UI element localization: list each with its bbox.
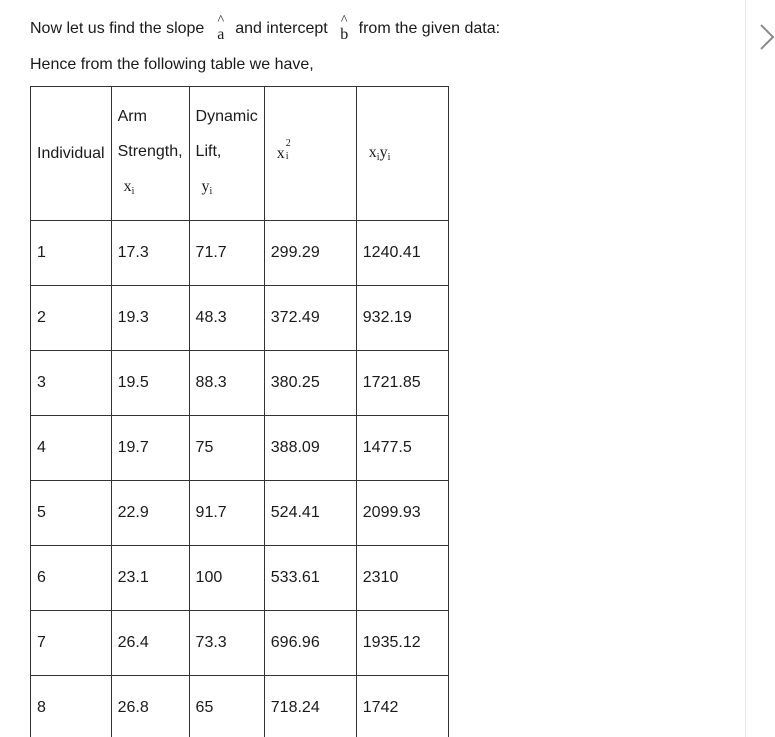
table-row [31, 481, 449, 546]
cell-xy: 1935.12 [356, 611, 448, 676]
cell-arm-strength: 23.1 [111, 546, 189, 611]
cell-x-squared: 696.96 [264, 611, 356, 676]
table-intro: Hence from the following table we have, [30, 56, 314, 73]
cell-x-squared: 380.25 [264, 351, 356, 416]
cell-x-squared: 533.61 [264, 546, 356, 611]
chevron-right-icon[interactable] [757, 22, 775, 52]
cell-x-squared: 718.24 [264, 676, 356, 737]
intro-middle: and intercept [235, 20, 328, 37]
table-row [31, 416, 449, 481]
cell-dynamic-lift: 71.7 [189, 221, 264, 286]
cell-dynamic-lift: 48.3 [189, 286, 264, 351]
cell-arm-strength: 26.8 [111, 676, 189, 737]
cell-xy: 1721.85 [356, 351, 448, 416]
cell-individual: 2 [31, 286, 112, 351]
table-row [31, 351, 449, 416]
intercept-symbol: ^ b [340, 13, 349, 43]
intro-line [30, 13, 501, 43]
intro-suffix: from the given data: [358, 20, 501, 37]
table-body [31, 221, 449, 737]
intro-prefix: Now let us find the slope [30, 20, 205, 37]
table-header-row [31, 87, 449, 221]
header-xy: $x_iy_i$ [356, 87, 448, 221]
cell-dynamic-lift: 73.3 [189, 611, 264, 676]
data-table [30, 86, 449, 737]
cell-arm-strength: 19.3 [111, 286, 189, 351]
cell-individual: 5 [31, 481, 112, 546]
cell-xy: 1240.41 [356, 221, 448, 286]
cell-dynamic-lift: 75 [189, 416, 264, 481]
cell-xy: 932.19 [356, 286, 448, 351]
cell-individual: 1 [31, 221, 112, 286]
cell-x-squared: 299.29 [264, 221, 356, 286]
cell-xy: 1477.5 [356, 416, 448, 481]
table-row [31, 676, 449, 737]
cell-arm-strength: 19.5 [111, 351, 189, 416]
cell-dynamic-lift: 100 [189, 546, 264, 611]
cell-x-squared: 524.41 [264, 481, 356, 546]
cell-xy: 2310 [356, 546, 448, 611]
cell-arm-strength: 17.3 [111, 221, 189, 286]
panel-divider [745, 0, 746, 737]
cell-arm-strength: 22.9 [111, 481, 189, 546]
cell-individual: 8 [31, 676, 112, 737]
header-dynamic-lift: Dynamic Lift, $y_i$ [189, 87, 264, 221]
cell-dynamic-lift: 65 [189, 676, 264, 737]
cell-dynamic-lift: 91.7 [189, 481, 264, 546]
table-row [31, 611, 449, 676]
cell-dynamic-lift: 88.3 [189, 351, 264, 416]
header-individual: Individual [31, 87, 112, 221]
cell-individual: 7 [31, 611, 112, 676]
cell-individual: 6 [31, 546, 112, 611]
slope-symbol: ^ a [217, 13, 225, 43]
cell-xy: 2099.93 [356, 481, 448, 546]
table-row [31, 546, 449, 611]
cell-x-squared: 372.49 [264, 286, 356, 351]
cell-individual: 3 [31, 351, 112, 416]
header-x-squared: x 2 i [264, 87, 356, 221]
cell-arm-strength: 26.4 [111, 611, 189, 676]
table-row [31, 286, 449, 351]
header-arm-strength: Arm Strength, $x_i$ [111, 87, 189, 221]
table-row [31, 221, 449, 286]
cell-arm-strength: 19.7 [111, 416, 189, 481]
cell-x-squared: 388.09 [264, 416, 356, 481]
cell-individual: 4 [31, 416, 112, 481]
cell-xy: 1742 [356, 676, 448, 737]
